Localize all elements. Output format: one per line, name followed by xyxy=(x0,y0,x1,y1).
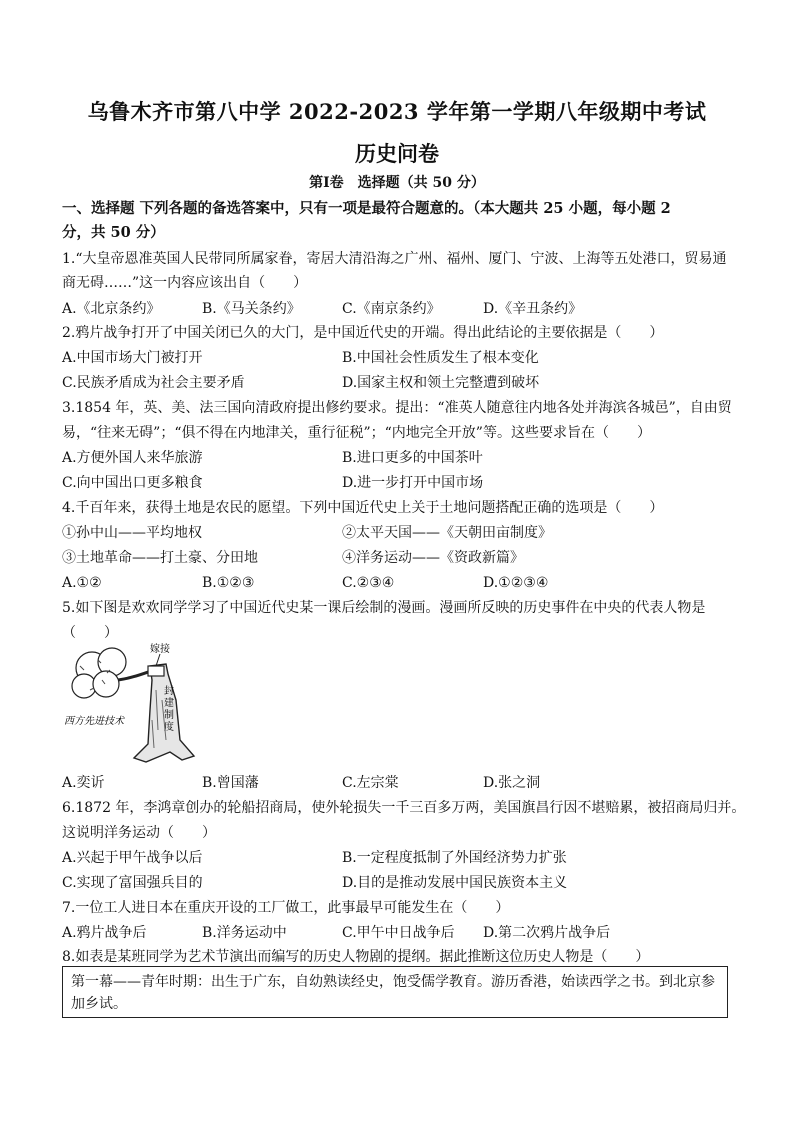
exam-title: 乌鲁木齐市第八中学 2022-2023 学年第一学期八年级期中考试 xyxy=(87,99,707,124)
q2-stem: 2.鸦片战争打开了中国关闭已久的大门，是中国近代史的开端。得出此结论的主要依据是（ ） xyxy=(62,325,664,341)
q6-option-a: A.兴起于甲午战争以后 xyxy=(62,850,203,866)
q7-stem: 7.一位工人进日本在重庆开设的工厂做工，此事最早可能发生在（ ） xyxy=(62,900,510,916)
q1-stem-cont: 商无碍……”这一内容应该出自（ ） xyxy=(62,275,308,291)
q4-option-b: B.①②③ xyxy=(202,575,255,591)
q4-option-d: D.①②③④ xyxy=(483,575,549,591)
graft-label: 嫁接 xyxy=(150,644,170,655)
q6-stem-cont: 这说明洋务运动（ ） xyxy=(62,825,216,841)
q5-option-d: D.张之洞 xyxy=(483,775,541,791)
q2-option-c: C.民族矛盾成为社会主要矛盾 xyxy=(62,375,245,391)
exam-subtitle: 历史问卷 xyxy=(355,141,439,166)
q5-stem-cont: （ ） xyxy=(62,625,118,641)
q1-option-b: B.《马关条约》 xyxy=(202,301,301,317)
q4-item-1: ①孙中山——平均地权 xyxy=(62,525,202,541)
trunk-label-char-4: 度 xyxy=(164,722,174,733)
q6-stem: 6.1872 年，李鸿章创办的轮船招商局，使外轮损失一千三百多万两，美国旗昌行因不堪赔累，被招商局归并。 xyxy=(62,800,746,816)
q7-option-c: C.甲午中日战争后 xyxy=(342,925,455,941)
q4-item-2: ②太平天国——《天朝田亩制度》 xyxy=(342,525,552,541)
q4-item-3: ③土地革命——打土豪、分田地 xyxy=(62,550,258,566)
q8-outline-line-2: 加乡试。 xyxy=(71,996,127,1012)
q6-option-d: D.目的是推动发展中国民族资本主义 xyxy=(342,875,568,891)
trunk-label-char-2: 建 xyxy=(164,698,174,709)
q2-option-b: B.中国社会性质发生了根本变化 xyxy=(342,350,539,366)
q3-option-a: A.方便外国人来华旅游 xyxy=(62,450,203,466)
q5-option-c: C.左宗棠 xyxy=(342,775,399,791)
q5-stem: 5.如下图是欢欢同学学习了中国近代史某一课后绘制的漫画。漫画所反映的历史事件在中央的代表人物是 xyxy=(62,600,706,616)
grafting-cartoon xyxy=(62,640,202,770)
q7-option-b: B.洋务运动中 xyxy=(202,925,287,941)
q1-stem: 1.“大皇帝恩准英国人民带同所属家眷，寄居大清沿海之广州、福州、厦门、宁波、上海等五处港口，贸易通 xyxy=(62,251,727,267)
q1-option-d: D.《辛丑条约》 xyxy=(483,301,583,317)
q6-option-c: C.实现了富国强兵目的 xyxy=(62,875,203,891)
instructions-line-2: 分，共 50 分） xyxy=(62,224,165,241)
q2-option-d: D.国家主权和领土完整遭到破坏 xyxy=(342,375,540,391)
q2-option-a: A.中国市场大门被打开 xyxy=(62,350,203,366)
q8-outline-line-1: 第一幕——青年时期：出生于广东，自幼熟读经史，饱受儒学教育。游历香港，始读西学之书。到北京参 xyxy=(71,974,715,990)
q8-stem: 8.如表是某班同学为艺术节演出而编写的历史人物剧的提纲。据此推断这位历史人物是（ ） xyxy=(62,949,650,965)
q3-stem: 3.1854 年，英、美、法三国向清政府提出修约要求。提出：“准英人随意往内地各处并海滨各城邑”，自由贸 xyxy=(62,400,732,416)
q1-option-a: A.《北京条约》 xyxy=(62,301,161,317)
q4-option-a: A.①② xyxy=(62,575,102,591)
q4-option-c: C.②③④ xyxy=(342,575,395,591)
q3-option-d: D.进一步打开中国市场 xyxy=(342,475,484,491)
q1-option-c: C.《南京条约》 xyxy=(342,301,441,317)
graft-wrap xyxy=(148,666,164,676)
q4-stem: 4.千百年来，获得土地是农民的愿望。下列中国近代史上关于土地问题搭配正确的选项是（ ） xyxy=(62,500,664,516)
q6-option-b: B.一定程度抵制了外国经济势力扩张 xyxy=(342,850,567,866)
q4-item-4: ④洋务运动——《资政新篇》 xyxy=(342,550,524,566)
trunk-label-char-3: 制 xyxy=(164,710,174,721)
q5-option-b: B.曾国藩 xyxy=(202,775,259,791)
q8-outline-box xyxy=(62,966,728,1018)
q7-option-d: D.第二次鸦片战争后 xyxy=(483,925,611,941)
trunk-label-char-1: 封 xyxy=(164,686,174,697)
q5-option-a: A.奕䜣 xyxy=(62,775,105,791)
q3-option-b: B.进口更多的中国茶叶 xyxy=(342,450,483,466)
q3-option-c: C.向中国出口更多粮食 xyxy=(62,475,203,491)
section-heading: 第Ⅰ卷 选择题（共 50 分） xyxy=(309,175,485,191)
branch-foliage xyxy=(72,648,126,698)
q7-option-a: A.鸦片战争后 xyxy=(62,925,147,941)
instructions-line-1: 一、选择题 下列各题的备选答案中，只有一项是最符合题意的。（本大题共 25 小题，每小题 2 xyxy=(62,200,671,217)
q3-stem-cont: 易，“往来无碍”；“俱不得在内地津关，重行征税”；“内地完全开放”等。这些要求旨在（ ） xyxy=(62,425,651,441)
branch-label: 西方先进技术 xyxy=(64,716,124,727)
